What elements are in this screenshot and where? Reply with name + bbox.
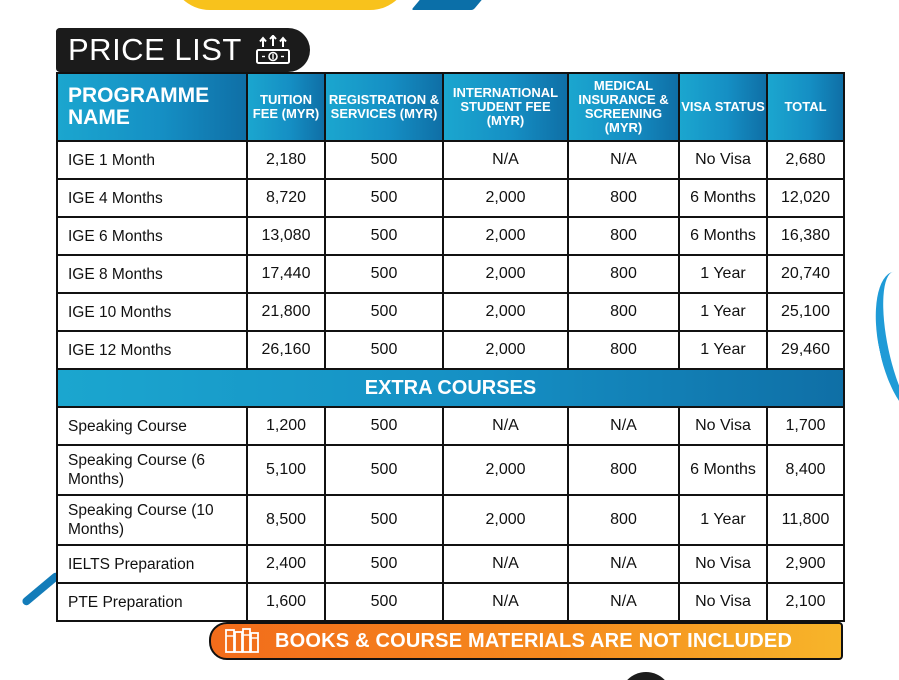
table-cell: N/A <box>443 141 568 179</box>
table-cell: 21,800 <box>247 293 325 331</box>
table-cell: 1 Year <box>679 331 767 369</box>
column-header: REGISTRATION & SERVICES (MYR) <box>325 73 443 141</box>
decorative-dark-shape <box>620 672 672 680</box>
table-cell: 2,400 <box>247 545 325 583</box>
table-cell: 16,380 <box>767 217 844 255</box>
table-cell: 1,700 <box>767 407 844 445</box>
decorative-yellow-shape <box>170 0 410 10</box>
table-cell: No Visa <box>679 545 767 583</box>
table-cell: 800 <box>568 495 679 545</box>
programme-name-cell: IGE 8 Months <box>57 255 247 293</box>
money-rising-icon <box>254 35 292 65</box>
table-cell: 800 <box>568 217 679 255</box>
programme-name-cell: Speaking Course (6 Months) <box>57 445 247 495</box>
notice-text: BOOKS & COURSE MATERIALS ARE NOT INCLUDED <box>275 629 793 652</box>
section-row <box>57 369 844 407</box>
programme-name-cell: IGE 10 Months <box>57 293 247 331</box>
table-cell: 25,100 <box>767 293 844 331</box>
table-cell: 17,440 <box>247 255 325 293</box>
extra-courses-heading: EXTRA COURSES <box>57 369 844 407</box>
table-cell: 5,100 <box>247 445 325 495</box>
column-header: TOTAL <box>767 73 844 141</box>
table-cell: N/A <box>443 583 568 621</box>
table-cell: N/A <box>443 407 568 445</box>
table-cell: 13,080 <box>247 217 325 255</box>
table-cell: 800 <box>568 293 679 331</box>
table-cell: 800 <box>568 255 679 293</box>
table-cell: 800 <box>568 179 679 217</box>
programme-name-cell: IGE 12 Months <box>57 331 247 369</box>
table-cell: 500 <box>325 495 443 545</box>
table-cell: 1,600 <box>247 583 325 621</box>
table-row <box>57 445 844 495</box>
table-cell: 29,460 <box>767 331 844 369</box>
table-cell: No Visa <box>679 583 767 621</box>
table-cell: 1 Year <box>679 255 767 293</box>
programme-name-cell: PTE Preparation <box>57 583 247 621</box>
column-header: INTERNATIONAL STUDENT FEE (MYR) <box>443 73 568 141</box>
table-cell: 6 Months <box>679 179 767 217</box>
table-row <box>57 293 844 331</box>
table-cell: 800 <box>568 445 679 495</box>
price-table <box>56 72 845 622</box>
table-cell: No Visa <box>679 407 767 445</box>
table-cell: 11,800 <box>767 495 844 545</box>
page-title: PRICE LIST <box>68 32 242 67</box>
table-cell: 20,740 <box>767 255 844 293</box>
programme-name-cell: IGE 6 Months <box>57 217 247 255</box>
table-cell: 12,020 <box>767 179 844 217</box>
table-cell: 500 <box>325 583 443 621</box>
table-cell: 500 <box>325 407 443 445</box>
price-list-title-banner <box>56 28 310 72</box>
table-cell: 8,720 <box>247 179 325 217</box>
table-cell: 500 <box>325 141 443 179</box>
table-cell: N/A <box>568 545 679 583</box>
notice-banner <box>209 622 843 660</box>
table-cell: 2,000 <box>443 445 568 495</box>
table-row <box>57 407 844 445</box>
table-cell: N/A <box>568 141 679 179</box>
programme-name-cell: IGE 1 Month <box>57 141 247 179</box>
table-cell: 500 <box>325 445 443 495</box>
table-cell: 2,180 <box>247 141 325 179</box>
table-cell: N/A <box>568 407 679 445</box>
table-cell: 2,900 <box>767 545 844 583</box>
decorative-blue-arc <box>864 265 899 424</box>
table-cell: 6 Months <box>679 445 767 495</box>
table-cell: 8,500 <box>247 495 325 545</box>
table-cell: 1 Year <box>679 495 767 545</box>
table-row <box>57 141 844 179</box>
table-cell: 1 Year <box>679 293 767 331</box>
table-cell: 6 Months <box>679 217 767 255</box>
table-cell: 500 <box>325 255 443 293</box>
table-cell: 26,160 <box>247 331 325 369</box>
programme-name-cell: Speaking Course (10 Months) <box>57 495 247 545</box>
table-cell: 8,400 <box>767 445 844 495</box>
table-cell: 500 <box>325 217 443 255</box>
table-cell: 2,000 <box>443 293 568 331</box>
table-cell: 1,200 <box>247 407 325 445</box>
table-cell: 500 <box>325 331 443 369</box>
column-header: PROGRAMME NAME <box>57 73 247 141</box>
table-row <box>57 545 844 583</box>
books-icon <box>225 628 259 654</box>
programme-name-cell: Speaking Course <box>57 407 247 445</box>
table-cell: N/A <box>568 583 679 621</box>
programme-name-cell: IGE 4 Months <box>57 179 247 217</box>
table-header-row <box>57 73 844 141</box>
programme-name-cell: IELTS Preparation <box>57 545 247 583</box>
column-header: TUITION FEE (MYR) <box>247 73 325 141</box>
table-cell: 2,100 <box>767 583 844 621</box>
table-cell: 500 <box>325 179 443 217</box>
table-cell: 2,000 <box>443 495 568 545</box>
table-cell: 2,680 <box>767 141 844 179</box>
table-row <box>57 495 844 545</box>
decorative-blue-stripe <box>411 0 486 10</box>
table-row <box>57 217 844 255</box>
table-cell: 2,000 <box>443 217 568 255</box>
table-cell: 2,000 <box>443 255 568 293</box>
table-cell: 2,000 <box>443 179 568 217</box>
table-row <box>57 331 844 369</box>
table-cell: 800 <box>568 331 679 369</box>
table-row <box>57 255 844 293</box>
table-cell: 500 <box>325 293 443 331</box>
table-row <box>57 583 844 621</box>
table-cell: 2,000 <box>443 331 568 369</box>
table-row <box>57 179 844 217</box>
column-header: VISA STATUS <box>679 73 767 141</box>
table-cell: No Visa <box>679 141 767 179</box>
column-header: MEDICAL INSURANCE & SCREENING (MYR) <box>568 73 679 141</box>
table-cell: 500 <box>325 545 443 583</box>
table-cell: N/A <box>443 545 568 583</box>
